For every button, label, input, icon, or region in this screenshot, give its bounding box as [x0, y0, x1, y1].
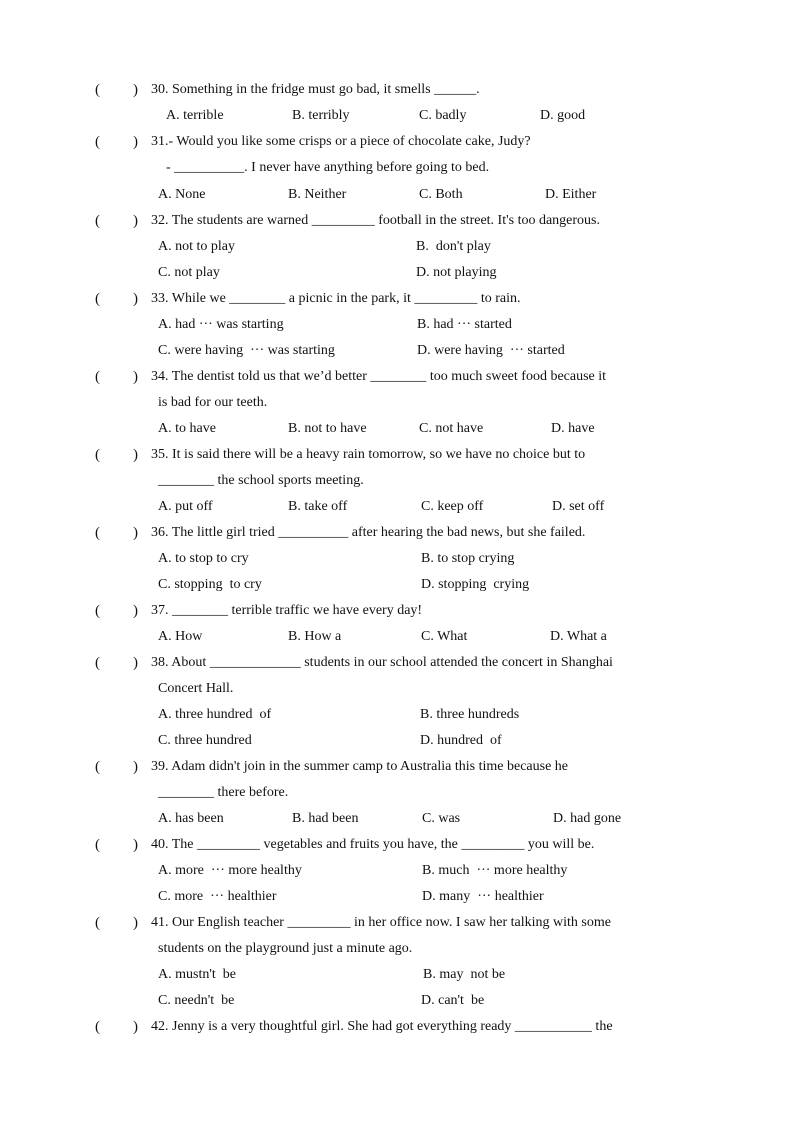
- option-b: B. How a: [288, 629, 342, 644]
- answer-paren-right: ): [133, 447, 138, 463]
- answer-paren-left: (: [95, 759, 100, 775]
- option-c: C. not have: [419, 421, 484, 436]
- answer-paren-left: (: [95, 213, 100, 229]
- option-c: C. was: [422, 811, 461, 826]
- option-b: B. not to have: [288, 421, 367, 436]
- option-c: C. What: [421, 629, 468, 644]
- question-text-line-2: ________ the school sports meeting.: [158, 473, 364, 488]
- answer-paren-right: ): [133, 837, 138, 853]
- option-d: D. good: [540, 108, 586, 123]
- question-text-line-2: ________ there before.: [158, 785, 289, 800]
- option-b: B. had been: [292, 811, 359, 826]
- option-a: A. to stop to cry: [158, 551, 249, 566]
- answer-paren-left: (: [95, 603, 100, 619]
- question-text: 33. While we ________ a picnic in the park, it _________ to rain.: [151, 291, 521, 306]
- option-a: A. How: [158, 629, 203, 644]
- option-b: B. to stop crying: [421, 551, 515, 566]
- option-a: A. has been: [158, 811, 224, 826]
- option-a: A. put off: [158, 499, 213, 514]
- option-a: A. not to play: [158, 239, 235, 254]
- option-b: B. had ··· started: [417, 317, 512, 332]
- option-a: A. terrible: [166, 108, 224, 123]
- question-text: 35. It is said there will be a heavy rain tomorrow, so we have no choice but to: [151, 447, 586, 462]
- option-b: B. much ··· more healthy: [422, 863, 568, 878]
- answer-paren-right: ): [133, 759, 138, 775]
- answer-paren-right: ): [133, 213, 138, 229]
- option-a: A. had ··· was starting: [158, 317, 284, 332]
- answer-paren-left: (: [95, 837, 100, 853]
- question-text: 41. Our English teacher _________ in her office now. I saw her talking with some: [151, 915, 611, 930]
- question-text-line-2: - __________. I never have anything before going to bed.: [166, 160, 490, 175]
- question-text-line-2: Concert Hall.: [158, 681, 234, 696]
- question-text: 30. Something in the fridge must go bad, it smells ______.: [151, 82, 480, 97]
- option-d: D. many ··· healthier: [422, 889, 544, 904]
- option-d: D. can't be: [421, 993, 485, 1008]
- option-d: D. hundred of: [420, 733, 502, 748]
- option-c: C. badly: [419, 108, 467, 123]
- question-text: 37. ________ terrible traffic we have every day!: [151, 603, 423, 618]
- answer-paren-left: (: [95, 291, 100, 307]
- option-b: B. Neither: [288, 187, 347, 202]
- question-text: 31.- Would you like some crisps or a piece of chocolate cake, Judy?: [151, 134, 531, 149]
- answer-paren-right: ): [133, 1019, 138, 1035]
- option-a: A. more ··· more healthy: [158, 863, 302, 878]
- option-b: B. three hundreds: [420, 707, 520, 722]
- option-c: C. three hundred: [158, 733, 252, 748]
- question-text: 34. The dentist told us that we’d better ________ too much sweet food because it: [151, 369, 607, 384]
- option-c: C. needn't be: [158, 993, 235, 1008]
- answer-paren-left: (: [95, 655, 100, 671]
- answer-paren-right: ): [133, 369, 138, 385]
- answer-paren-right: ): [133, 134, 138, 150]
- question-text: 40. The _________ vegetables and fruits you have, the _________ you will be.: [151, 837, 595, 852]
- option-a: A. mustn't be: [158, 967, 236, 982]
- option-b: B. terribly: [292, 108, 350, 123]
- option-b: B. take off: [288, 499, 348, 514]
- option-d: D. had gone: [553, 811, 622, 826]
- answer-paren-left: (: [95, 134, 100, 150]
- option-a: A. None: [158, 187, 206, 202]
- option-d: D. were having ··· started: [417, 343, 565, 358]
- answer-paren-right: ): [133, 915, 138, 931]
- option-d: D. stopping crying: [421, 577, 530, 592]
- answer-paren-left: (: [95, 447, 100, 463]
- question-text: 39. Adam didn't join in the summer camp to Australia this time because he: [151, 759, 568, 774]
- answer-paren-right: ): [133, 603, 138, 619]
- answer-paren-left: (: [95, 525, 100, 541]
- question-text-line-2: students on the playground just a minute ago.: [158, 941, 413, 956]
- answer-paren-right: ): [133, 82, 138, 98]
- answer-paren-left: (: [95, 82, 100, 98]
- option-c: C. more ··· healthier: [158, 889, 277, 904]
- option-d: D. not playing: [416, 265, 497, 280]
- answer-paren-right: ): [133, 291, 138, 307]
- option-b: B. may not be: [423, 967, 506, 982]
- answer-paren-right: ): [133, 655, 138, 671]
- option-b: B. don't play: [416, 239, 491, 254]
- option-a: A. to have: [158, 421, 216, 436]
- question-text: 32. The students are warned _________ football in the street. It's too dangerous.: [151, 213, 600, 228]
- option-d: D. What a: [550, 629, 607, 644]
- option-c: C. not play: [158, 265, 220, 280]
- option-d: D. set off: [552, 499, 605, 514]
- option-c: C. keep off: [421, 499, 484, 514]
- question-text: 36. The little girl tried __________ after hearing the bad news, but she failed.: [151, 525, 586, 540]
- question-text-line-2: is bad for our teeth.: [158, 395, 268, 410]
- option-d: D. Either: [545, 187, 597, 202]
- question-text: 38. About _____________ students in our school attended the concert in Shanghai: [151, 655, 613, 670]
- option-d: D. have: [551, 421, 595, 436]
- answer-paren-right: ): [133, 525, 138, 541]
- answer-paren-left: (: [95, 915, 100, 931]
- option-c: C. were having ··· was starting: [158, 343, 335, 358]
- option-c: C. stopping to cry: [158, 577, 262, 592]
- option-c: C. Both: [419, 187, 463, 202]
- answer-paren-left: (: [95, 369, 100, 385]
- answer-paren-left: (: [95, 1019, 100, 1035]
- question-text: 42. Jenny is a very thoughtful girl. She had got everything ready ___________ the: [151, 1019, 613, 1034]
- option-a: A. three hundred of: [158, 707, 272, 722]
